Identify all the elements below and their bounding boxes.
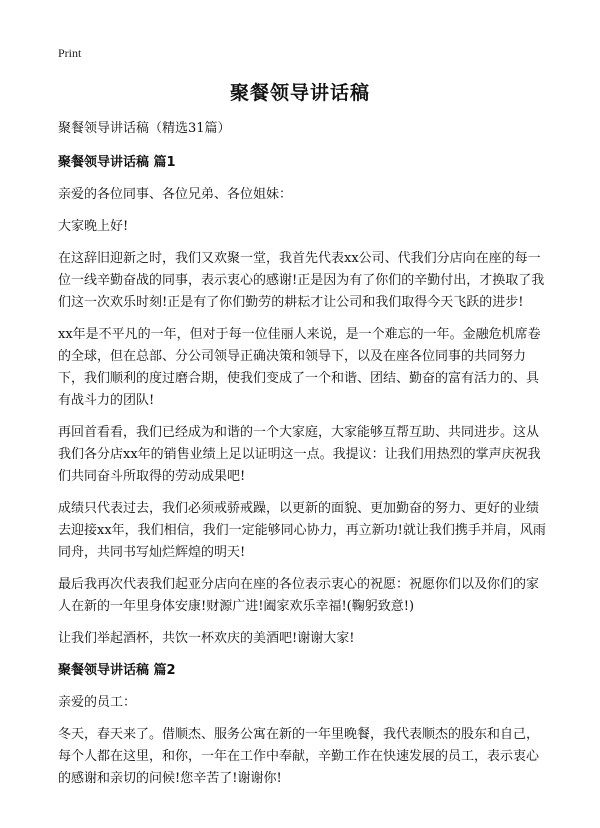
paragraph: 冬天，春天来了。借顺杰、服务公寓在新的一年里晚餐，我代表顺杰的股东和自己，每个人都在这里，和你，一年在工作中奉献，辛勤工作在快速发展的员工，表示衷心的感谢和亲切的问候!您辛苦了!谢谢你!	[58, 727, 540, 786]
page-title: 聚餐领导讲话稿	[229, 82, 370, 104]
paragraph: 再回首看看，我们已经成为和谐的一个大家庭，大家能够互帮互助、共同进步。这从我们各分店xx年的销售业绩上足以证明这一点。我提议：让我们用热烈的掌声庆祝我们共同奋斗所取得的劳动成果吧!	[58, 425, 541, 484]
paragraph: 亲爱的各位同事、各位兄弟、各位姐妹：	[58, 187, 293, 202]
paragraph: 大家晚上好!	[58, 219, 129, 234]
document-body	[58, 118, 548, 800]
paragraph: xx年是不平凡的一年，但对于每一位佳丽人来说，是一个难忘的一年。金融危机席卷的全球，但在总部、分公司领导正确决策和领导下，以及在座各位同事的共同努力下，我们顺利的度过磨合期，使我们变成了一个和谐、团结、勤奋的富有活力的、具有战斗力的团队!	[58, 327, 541, 408]
section-heading-2: 聚餐领导讲话稿 篇2	[58, 663, 176, 678]
document-subtitle: 聚餐领导讲话稿（精选31篇）	[58, 121, 231, 136]
paragraph: 亲爱的员工：	[58, 695, 137, 710]
paragraph: 让我们举起酒杯，共饮一杯欢庆的美酒吧!谢谢大家!	[58, 631, 355, 646]
print-label: Print	[58, 46, 82, 60]
paragraph: 在这辞旧迎新之时，我们又欢聚一堂，我首先代表xx公司、代我们分店向在座的每一位一线辛勤奋战的同事，表示衷心的感谢!正是因为有了你们的辛勤付出，才换取了我们这一次欢乐时刻!正是有了你们勤劳的耕耘才让公司和我们取得今天飞跃的进步!	[58, 251, 545, 310]
paragraph: 成绩只代表过去，我们必须戒骄戒躁，以更新的面貌、更加勤奋的努力、更好的业绩去迎接xx年，我们相信，我们一定能够同心协力，再立新功!就让我们携手并肩，风雨同舟，共同书写灿烂辉煌的明天!	[58, 501, 546, 560]
section-heading-1: 聚餐领导讲话稿 篇1	[58, 155, 176, 170]
paragraph: 最后我再次代表我们起亚分店向在座的各位表示衷心的祝愿：祝愿你们以及你们的家人在新的一年里身体安康!财源广进!阖家欢乐幸福!(鞠躬致意!)	[58, 577, 540, 614]
